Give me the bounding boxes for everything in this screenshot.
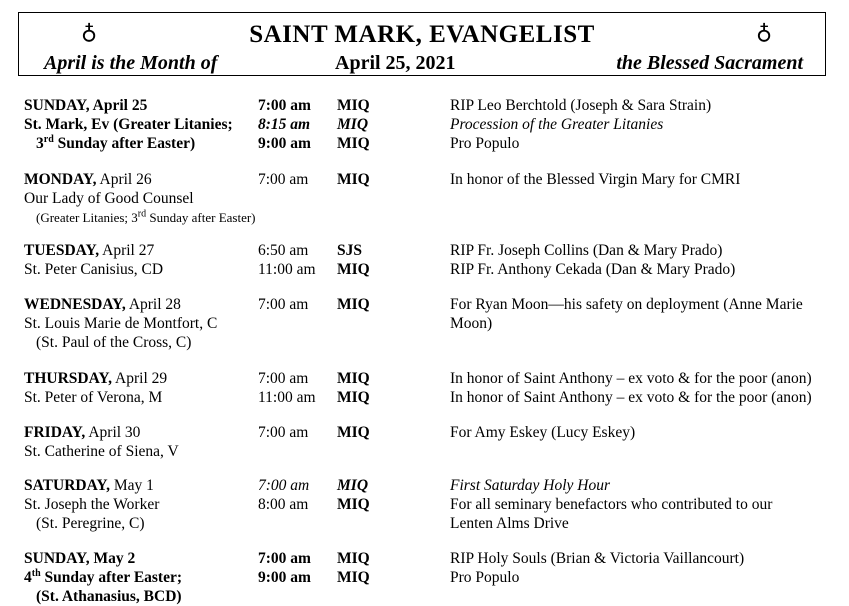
mass-intention: Moon)	[450, 315, 493, 332]
day-heading: SUNDAY, April 25	[24, 97, 148, 114]
mass-time: 7:00 am	[258, 296, 309, 313]
day-heading: SUNDAY, May 2	[24, 550, 136, 567]
day-heading: SATURDAY, May 1	[24, 477, 154, 494]
day-heading: FRIDAY, April 30	[24, 424, 141, 441]
mass-time: 7:00 am	[258, 550, 311, 567]
mass-location: MIQ	[337, 296, 370, 313]
mass-intention: First Saturday Holy Hour	[450, 477, 611, 494]
mass-location: MIQ	[337, 496, 370, 513]
mass-intention: Pro Populo	[450, 135, 520, 152]
day-heading: WEDNESDAY, April 28	[24, 296, 181, 313]
mass-time: 8:15 am	[258, 116, 311, 133]
mass-time: 9:00 am	[258, 569, 311, 586]
mass-intention: For all seminary benefactors who contributed to our	[450, 496, 773, 513]
mass-time: 11:00 am	[258, 389, 316, 406]
mass-intention: For Amy Eskey (Lucy Eskey)	[450, 424, 636, 441]
feast-line: 4th Sunday after Easter;	[24, 567, 183, 586]
mass-time: 7:00 am	[258, 370, 309, 387]
mass-intention: Lenten Alms Drive	[450, 515, 569, 532]
feast-subline: (Greater Litanies; 3rd Sunday after Easter)	[36, 208, 256, 225]
feast-line: St. Catherine of Siena, V	[24, 443, 179, 460]
month-dedication-right: the Blessed Sacrament	[616, 52, 803, 74]
mass-time: 7:00 am	[258, 424, 309, 441]
feast-line: St. Peter Canisius, CD	[24, 261, 164, 278]
mass-location: MIQ	[337, 135, 370, 152]
mass-intention: RIP Fr. Anthony Cekada (Dan & Mary Prado)	[450, 261, 736, 278]
mass-intention: For Ryan Moon—his safety on deployment (Anne Marie	[450, 296, 803, 313]
feast-subline: 3rd Sunday after Easter)	[36, 133, 196, 152]
feast-line: St. Mark, Ev (Greater Litanies;	[24, 116, 233, 133]
month-dedication-left: April is the Month of	[44, 52, 218, 74]
mass-location: MIQ	[337, 171, 370, 188]
header-box	[18, 12, 826, 76]
mass-intention: In honor of the Blessed Virgin Mary for CMRI	[450, 171, 741, 188]
mass-time: 6:50 am	[258, 242, 309, 259]
feast-line: St. Louis Marie de Montfort, C	[24, 315, 218, 332]
mass-intention: RIP Fr. Joseph Collins (Dan & Mary Prado)	[450, 242, 723, 259]
cross-icon-left: ♁	[81, 19, 98, 44]
page-title: SAINT MARK, EVANGELIST	[249, 21, 595, 48]
mass-time: 7:00 am	[258, 171, 309, 188]
cross-icon-right: ♁	[756, 19, 773, 44]
mass-location: MIQ	[337, 477, 369, 494]
mass-location: MIQ	[337, 424, 370, 441]
mass-location: MIQ	[337, 389, 370, 406]
day-heading: MONDAY, April 26	[24, 171, 152, 188]
mass-time: 7:00 am	[258, 97, 311, 114]
day-heading: TUESDAY, April 27	[24, 242, 155, 259]
feast-line: St. Peter of Verona, M	[24, 389, 163, 406]
mass-location: MIQ	[337, 261, 370, 278]
feast-subline: (St. Athanasius, BCD)	[36, 588, 182, 605]
mass-location: MIQ	[337, 569, 370, 586]
mass-intention: In honor of Saint Anthony – ex voto & for the poor (anon)	[450, 389, 812, 406]
day-heading: THURSDAY, April 29	[24, 370, 168, 387]
mass-location: MIQ	[337, 116, 369, 133]
mass-time: 11:00 am	[258, 261, 316, 278]
mass-time: 8:00 am	[258, 496, 309, 513]
mass-location: MIQ	[337, 370, 370, 387]
header-date: April 25, 2021	[335, 52, 456, 74]
mass-intention: Pro Populo	[450, 569, 520, 586]
mass-intention: RIP Holy Souls (Brian & Victoria Vaillancourt)	[450, 550, 745, 567]
mass-intention: RIP Leo Berchtold (Joseph & Sara Strain)	[450, 97, 712, 114]
mass-time: 7:00 am	[258, 477, 310, 494]
mass-intention: In honor of Saint Anthony – ex voto & for the poor (anon)	[450, 370, 812, 387]
mass-location: SJS	[337, 242, 362, 259]
mass-intention: Procession of the Greater Litanies	[450, 116, 664, 133]
mass-location: MIQ	[337, 97, 370, 114]
feast-subline: (St. Paul of the Cross, C)	[36, 334, 192, 351]
mass-location: MIQ	[337, 550, 370, 567]
mass-time: 9:00 am	[258, 135, 311, 152]
feast-line: St. Joseph the Worker	[24, 496, 160, 513]
feast-subline: (St. Peregrine, C)	[36, 515, 145, 532]
feast-line: Our Lady of Good Counsel	[24, 190, 194, 207]
